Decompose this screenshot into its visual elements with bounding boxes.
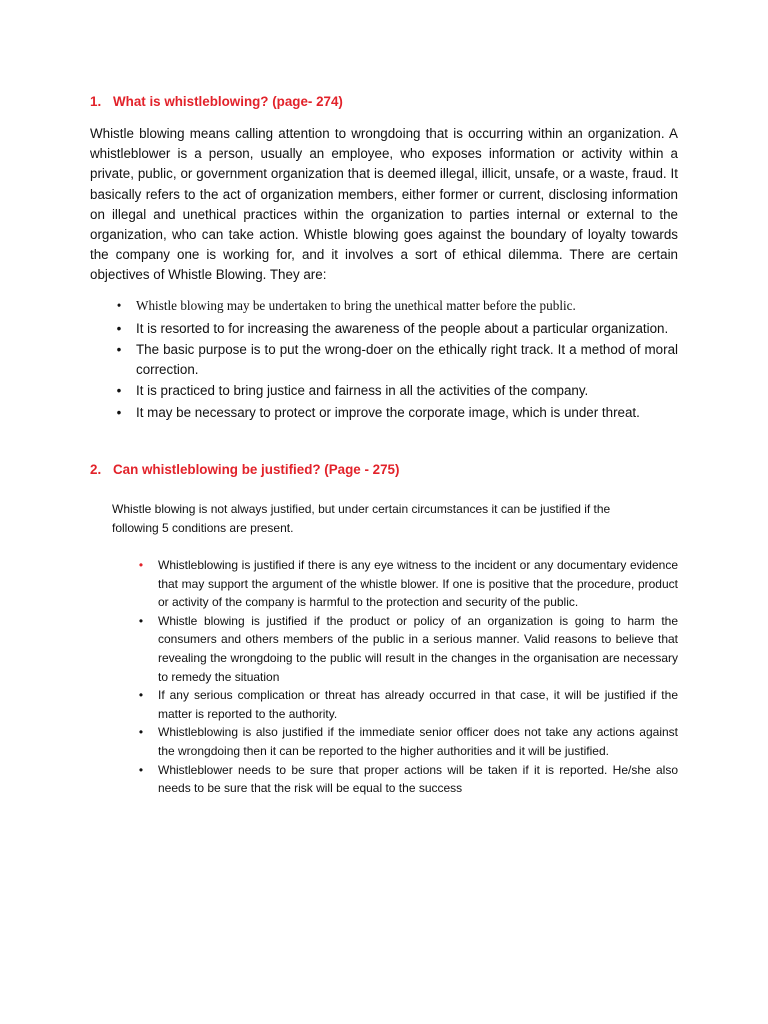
list-item-text: Whistleblowing is also justified if the immediate senior officer does not take any actions against the wrongdoing then it can be reported to the higher authorities and it will be justified.	[158, 725, 678, 758]
section2-paragraph: Whistle blowing is not always justified, but under certain circumstances it can be justified if the following 5 conditions are present.	[112, 502, 611, 535]
section1-paragraph: Whistle blowing means calling attention to wrongdoing that is occurring within an organization. A whistleblower is a person, usually an employee, who exposes information or activity within a private, public, or government organization that is deemed illegal, illicit, unsafe, or a waste, fraud. It basically refers to the act of organization members, either former or current, disclosing information on illegal and unethical practices within the organization to parties internal or external to the organization, who can take action. Whistle blowing goes against the boundary of loyalty towards the company one is working for, and it involves a sort of ethical dilemma. There are certain objectives of Whistle Blowing. They are:	[90, 126, 678, 283]
list-item-text: If any serious complication or threat has already occurred in that case, it will be justified if the matter is reported to the authority.	[158, 688, 678, 721]
bullet-icon: •	[116, 404, 122, 420]
section2-heading	[90, 462, 399, 477]
list-item-text: It is resorted to for increasing the awareness of the people about a particular organization.	[136, 320, 669, 336]
list-item	[112, 319, 678, 339]
list-item-text: Whistleblower needs to be sure that proper actions will be taken if it is reported. He/she also needs to be sure that the risk will be equal to the success	[158, 762, 678, 796]
bullet-icon: •	[138, 725, 144, 740]
list-item	[112, 381, 678, 401]
list-item	[134, 556, 678, 612]
section2-number: 2.	[90, 462, 102, 477]
bullet-icon: •	[116, 342, 122, 358]
list-item	[134, 612, 678, 686]
list-item	[112, 403, 678, 423]
bullet-icon: •	[138, 613, 144, 628]
bullet-icon: •	[138, 688, 144, 703]
section1-heading	[90, 94, 343, 109]
bullet-icon: •	[138, 762, 144, 777]
list-item	[134, 761, 678, 798]
list-item-text: Whistle blowing may be undertaken to bring the unethical matter before the public.	[136, 298, 576, 313]
list-item-text: It may be necessary to protect or improve the corporate image, which is under threat.	[136, 404, 640, 420]
section1-number: 1.	[90, 94, 102, 109]
section1-bullet-list	[112, 296, 678, 425]
list-item-text: It is practiced to bring justice and fairness in all the activities of the company.	[136, 383, 589, 399]
list-item	[112, 340, 678, 379]
list-item-text: Whistle blowing is justified if the product or policy of an organization is going to harm the consumers and others members of the public in a serious manner. Valid reasons to believe that revealing the wrongdoing to the public will result in the changes in the organisation are necessary to remedy the situation	[158, 613, 678, 684]
list-item	[134, 723, 678, 760]
section2-bullet-list	[134, 556, 678, 798]
bullet-icon: •	[116, 383, 122, 399]
section2-heading-text: Can whistleblowing be justified? (Page - 275)	[113, 462, 400, 477]
list-item-text: The basic purpose is to put the wrong-doer on the ethically right track. It a method of moral correction.	[136, 342, 678, 377]
list-item	[112, 296, 678, 316]
list-item-text: Whistleblowing is justified if there is any eye witness to the incident or any documentary evidence that may support the argument of the whistle blower. If one is positive that the procedure, product or activity of the company is harmful to the protection and security of the public.	[158, 558, 678, 610]
list-item	[134, 686, 678, 723]
bullet-icon: •	[138, 558, 144, 572]
bullet-icon: •	[116, 298, 122, 313]
bullet-icon: •	[116, 320, 122, 336]
section1-heading-text: What is whistleblowing? (page- 274)	[113, 94, 343, 109]
